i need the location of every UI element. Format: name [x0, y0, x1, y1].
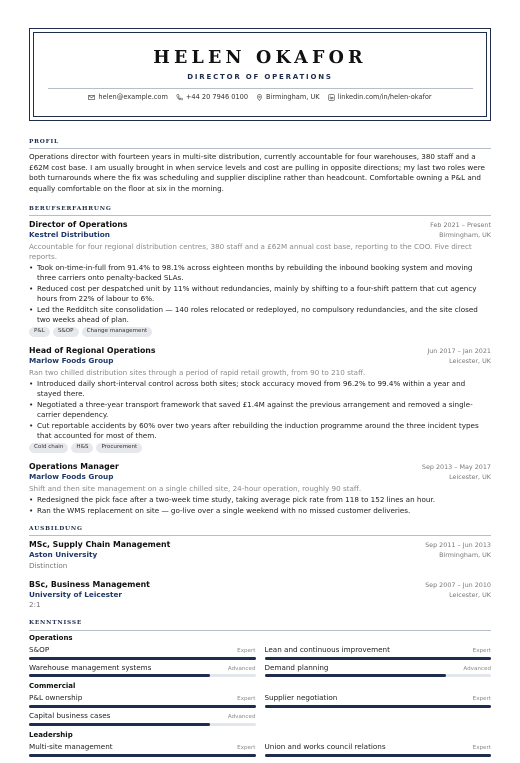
section-title-experience: BERUFSERFAHRUNG [29, 205, 491, 216]
email-text: helen@example.com [98, 92, 168, 101]
skill-bar [29, 657, 256, 660]
skill-group [29, 634, 491, 678]
school-location: Leicester, UK [449, 590, 491, 599]
skill-level: Expert [237, 745, 256, 752]
skill-bar [265, 657, 492, 660]
skill-level: Advanced [227, 665, 256, 672]
skill-name: Capital business cases [29, 711, 111, 721]
candidate-name: HELEN OKAFOR [153, 48, 367, 68]
skill-tag: Change management [82, 327, 153, 337]
skill-group [29, 731, 491, 757]
job-org: Kestrel Distribution [29, 230, 110, 240]
section-title-education: AUSBILDUNG [29, 525, 491, 536]
job-entry [29, 345, 491, 453]
job-tags [29, 443, 491, 453]
school-location: Birmingham, UK [439, 551, 491, 560]
job-description: Accountable for four regional distribution centres, 380 staff and a £62M annual cost base, reporting to the COO. Five direct reports. [29, 241, 472, 261]
location-pin-icon [256, 94, 263, 101]
contact-line [34, 93, 486, 102]
education-date: Sep 2011 – Jun 2013 [425, 541, 491, 550]
job-bullet: • Ran the WMS replacement on site — go-live over a single weekend with no missed customer deliveries. [29, 506, 491, 516]
skill-bar-fill [29, 657, 256, 660]
education-note: 2:1 [29, 600, 41, 610]
skill-level: Expert [472, 647, 491, 654]
education-entry [29, 539, 491, 571]
skill-name: Demand planning [264, 662, 329, 672]
skill-grid [29, 693, 491, 726]
skill-name: Lean and continuous improvement [264, 644, 390, 654]
job-title: Head of Regional Operations [29, 346, 156, 356]
job-bullet: • Redesigned the pick face after a two-week time study, taking average pick rate from 118 to 152 lines an hour. [29, 495, 491, 505]
skill-item [29, 742, 256, 757]
skill-group [29, 682, 491, 726]
skill-item [29, 663, 256, 678]
education-note: Distinction [29, 560, 68, 570]
education-section [29, 525, 491, 611]
skill-tag: P&L [29, 327, 50, 337]
skill-bar-fill [265, 754, 492, 757]
job-bullet: • Introduced daily short-interval control across both sites; stock accuracy moved from 96.2% to 99.4% within a year and stayed there. [29, 379, 491, 399]
job-bullets [29, 379, 491, 441]
job-location: Leicester, UK [449, 357, 491, 366]
section-title-profile: PROFIL [29, 138, 491, 149]
job-description: Shift and then site management on a single chilled site, 24-hour operation, roughly 90 staff. [29, 483, 362, 493]
job-location: Leicester, UK [449, 473, 491, 482]
job-title: Director of Operations [29, 220, 128, 230]
skill-group-title: Commercial [29, 682, 76, 691]
skill-group-title: Leadership [29, 731, 73, 740]
skill-item [265, 693, 492, 708]
contact-location [256, 93, 320, 102]
contact-linkedin[interactable] [328, 93, 432, 102]
envelope-icon [88, 94, 95, 101]
skill-bar-fill [29, 705, 256, 708]
skill-bar [29, 723, 256, 726]
skill-level: Expert [237, 696, 256, 703]
degree-title: MSc, Supply Chain Management [29, 540, 171, 550]
skill-bar-fill [29, 754, 256, 757]
job-bullet: • Reduced cost per despatched unit by 11% without redundancies, mainly by shifting to a four-shift pattern that cut agency hours from 22% of labour to 6%. [29, 284, 491, 304]
skill-item [29, 711, 256, 726]
job-bullet: • Cut reportable accidents by 60% over two years after rebuilding the induction programme around the three incident types that accounted for most of them. [29, 421, 491, 441]
skill-bar-fill [265, 705, 492, 708]
skill-item [29, 693, 256, 708]
linkedin-icon [328, 94, 335, 101]
skill-tag: S&OP [53, 327, 79, 337]
skill-level: Advanced [463, 665, 491, 672]
job-bullets [29, 495, 491, 516]
skill-bar-fill [265, 657, 492, 660]
skill-bar [265, 705, 492, 708]
skill-bar [29, 754, 256, 757]
job-date: Feb 2021 – Present [430, 221, 491, 230]
job-bullet: • Led the Redditch site consolidation — 140 roles relocated or redeployed, no compulsory redundancies, and the site closed two weeks ahead of plan. [29, 305, 491, 325]
skill-name: Union and works council relations [264, 742, 386, 752]
experience-section [29, 205, 491, 516]
skill-level: Expert [472, 745, 491, 752]
skill-tag: H&S [71, 443, 93, 453]
school-name: University of Leicester [29, 589, 123, 599]
skill-grid [29, 742, 491, 757]
skill-level: Expert [472, 696, 491, 703]
job-description: Ran two chilled distribution sites through a period of rapid retail growth, from 90 to 210 staff. [29, 367, 366, 377]
job-title: Operations Manager [29, 462, 119, 472]
skill-item [265, 663, 492, 678]
skill-bar [29, 705, 256, 708]
skill-bar-fill [265, 674, 446, 677]
skill-name: P&L ownership [29, 693, 83, 703]
skill-name: Warehouse management systems [29, 662, 152, 672]
education-entry [29, 579, 491, 611]
skill-level: Advanced [227, 714, 256, 721]
header-inner [33, 32, 487, 117]
skill-name: Supplier negotiation [264, 693, 338, 703]
phone-icon [176, 94, 183, 101]
skill-tag: Cold chain [29, 443, 68, 453]
linkedin-text: linkedin.com/in/helen-okafor [337, 92, 432, 101]
skill-item [265, 645, 492, 660]
skills-section [29, 619, 491, 757]
header-box [29, 28, 491, 121]
location-text: Birmingham, UK [266, 92, 320, 101]
job-bullet: • Negotiated a three-year transport framework that saved £1.4M against the previous arrangement and removed a single-carrier dependency. [29, 400, 491, 420]
candidate-role: DIRECTOR OF OPERATIONS [187, 72, 333, 81]
contact-phone[interactable] [176, 93, 248, 102]
profile-section [29, 138, 491, 194]
phone-text: +44 20 7946 0100 [185, 92, 249, 101]
job-tags [29, 327, 491, 337]
skill-item [265, 742, 492, 757]
skill-group-title: Operations [29, 633, 73, 642]
skill-grid [29, 645, 491, 678]
job-date: Jun 2017 – Jan 2021 [427, 347, 491, 356]
job-location: Birmingham, UK [439, 231, 491, 240]
job-entry [29, 461, 491, 516]
resume-page [0, 28, 520, 763]
contact-email[interactable] [88, 93, 167, 102]
skill-item [29, 645, 256, 660]
job-date: Sep 2013 – May 2017 [421, 463, 491, 472]
skill-bar [265, 674, 492, 677]
skill-name: S&OP [29, 644, 50, 654]
skill-bar [265, 754, 492, 757]
header-rule [48, 88, 473, 89]
skill-tag: Procurement [96, 443, 142, 453]
section-title-skills: KENNTNISSE [29, 619, 491, 630]
skill-bar-fill [29, 674, 210, 677]
skill-bar-fill [29, 723, 210, 726]
education-date: Sep 2007 – Jun 2010 [425, 580, 491, 589]
skill-name: Multi-site management [29, 742, 113, 752]
skill-bar [29, 674, 256, 677]
job-org: Marlow Foods Group [29, 356, 114, 366]
skill-level: Expert [237, 647, 256, 654]
job-bullets [29, 263, 491, 325]
degree-title: BSc, Business Management [29, 579, 150, 589]
job-org: Marlow Foods Group [29, 472, 114, 482]
school-name: Aston University [29, 550, 98, 560]
job-bullet: • Took on-time-in-full from 91.4% to 98.1% across eighteen months by rebuilding the inbound booking system and moving three carriers onto penalty-backed SLAs. [29, 263, 491, 283]
profile-summary: Operations director with fourteen years in multi-site distribution, currently accountable for four warehouses, 380 staff and a £62M cost base. I am usually brought in when service levels and cost are pulling in opposite directions; my last two roles were both turnarounds where the fix was scheduling and supplier discipline rather than headcount. Comfortable owning a P&L and equally comfortable on the floor at six in the morning. [29, 152, 485, 193]
job-entry [29, 219, 491, 337]
